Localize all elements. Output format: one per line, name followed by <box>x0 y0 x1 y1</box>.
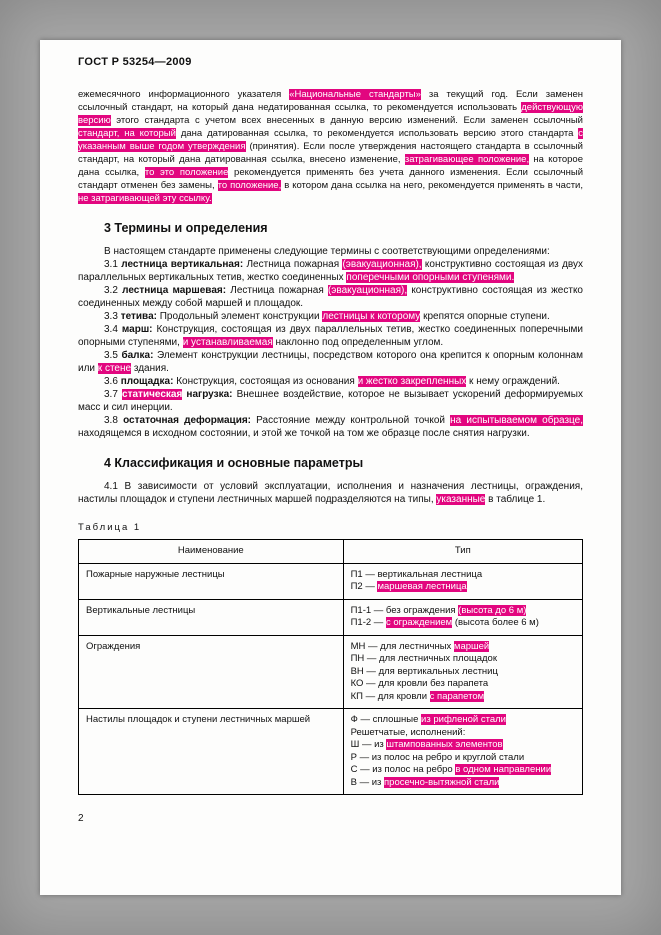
types-table <box>78 539 583 795</box>
document-page <box>40 40 621 895</box>
table-row <box>79 563 583 599</box>
section-3-lead: В настоящем стандарте применены следующие термины с соответствующими определениями: <box>104 246 550 257</box>
name-cell: Настилы площадок и ступени лестничных маршей <box>79 709 344 795</box>
type-cell: П1-1 — без ограждения (высота до 6 м) П1-2 — с ограждением (высота более 6 м) <box>343 599 582 635</box>
clause-4-1: 4.1 В зависимости от условий эксплуатации, исполнения и назначения лестницы, ограждения, настилы площадок и ступени лестничных маршей подразделяются на типы, указанные в таблице 1. <box>78 481 583 505</box>
name-cell: Пожарные наружные лестницы <box>79 563 344 599</box>
col-header-type: Тип <box>343 540 582 564</box>
term-3-3: 3.3 тетива: Продольный элемент конструкции лестницы к которому крепятся опорные ступени. <box>104 311 550 322</box>
type-cell: МН — для лестничных маршей ПН — для лестничных площадок ВН — для вертикальных лестниц КО — для кровли без парапета КП — для кровли с парапетом <box>343 635 582 709</box>
term-3-4: 3.4 марш: Конструкция, состоящая из двух параллельных тетив, жестко соединенных поперечными опорными ступенями, и устанавливаемая наклонно под определенным углом. <box>78 324 583 348</box>
type-cell: П1 — вертикальная лестница П2 — маршевая лестница <box>343 563 582 599</box>
table-row <box>79 635 583 709</box>
col-header-name: Наименование <box>79 540 344 564</box>
table-header-row <box>79 540 583 564</box>
type-cell: Ф — сплошные из рифленой стали Решетчатые, исполнений: Ш — из штампованных элементов Р — из полос на ребро и круглой стали С — из полос на ребро в одном направлении В — из просечно-вытяжной стали <box>343 709 582 795</box>
table-row <box>79 599 583 635</box>
term-3-6: 3.6 площадка: Конструкция, состоящая из основания и жестко закрепленных к нему ограждений. <box>104 376 560 387</box>
name-cell: Ограждения <box>79 635 344 709</box>
table-row <box>79 709 583 795</box>
name-cell: Вертикальные лестницы <box>79 599 344 635</box>
term-3-7: 3.7 статическая нагрузка: Внешнее воздействие, которое не вызывает ускорений деформируемых масс и сил инерции. <box>78 389 583 413</box>
references-paragraph: ежемесячного информационного указателя «Национальные стандарты» за текущий год. Если заменен ссылочный стандарт, на который дана недатированная ссылка, то рекомендуется использовать действующую версию этого стандарта с учетом всех внесенных в данную версию изменений. Если заменен ссылочный стандарт, на который дана датированная ссылка, то рекомендуется использовать версию этого стандарта с указанным выше годом утверждения (принятия). Если после утверждения настоящего стандарта в ссылочный стандарт, на который дана датированная ссылка, внесено изменение, затрагивающее положение, на которое дана ссылка, то это положение рекомендуется применять без учета данного изменения. Если ссылочный стандарт отменен без замены, то положение, в котором дана ссылка на него, рекомендуется применять в части, не затрагивающей эту ссылку. <box>78 89 584 204</box>
term-3-8: 3.8 остаточная деформация: Расстояние между контрольной точкой на испытываемом образце, находящемся в исходном состоянии, и этой же точкой на том же образце после снятия нагрузки. <box>78 415 583 439</box>
term-3-2: 3.2 лестница маршевая: Лестница пожарная (эвакуационная), конструктивно состоящая из жестко соединенных между собой маршей и площадок. <box>78 285 583 309</box>
term-3-1: 3.1 лестница вертикальная: Лестница пожарная (эвакуационная), конструктивно состоящая из двух параллельных вертикальных тетив, жестко соединенных поперечными опорными ступенями. <box>78 259 584 283</box>
term-3-5: 3.5 балка: Элемент конструкции лестницы, посредством которого она крепится к опорным колоннам или к стене здания. <box>78 350 583 374</box>
section-3-title: 3 Термины и определения <box>104 221 268 235</box>
section-4-title: 4 Классификация и основные параметры <box>104 456 364 470</box>
document-code: ГОСТ Р 53254—2009 <box>78 56 192 68</box>
page-number: 2 <box>78 813 84 824</box>
table-label: Таблица 1 <box>78 522 142 533</box>
